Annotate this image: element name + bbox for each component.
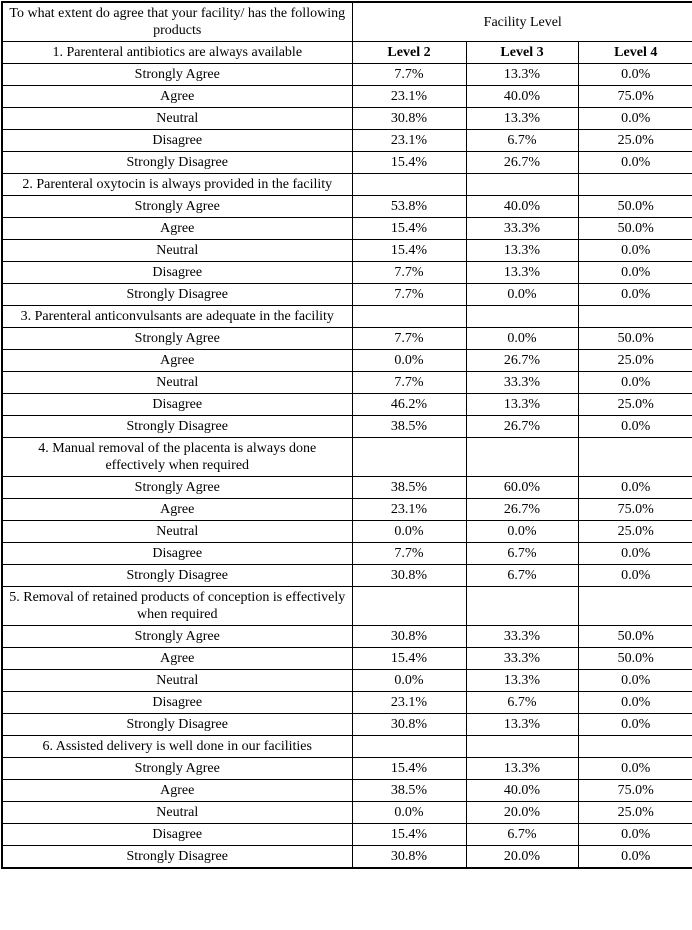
survey-results-table xyxy=(1,1,692,869)
level-3-column-header: Level 3 xyxy=(466,42,578,64)
empty-cell xyxy=(352,306,466,328)
percentage-value: 13.3% xyxy=(466,240,578,262)
percentage-value: 7.7% xyxy=(352,64,466,86)
table-row xyxy=(2,86,692,108)
percentage-value: 15.4% xyxy=(352,824,466,846)
percentage-value: 0.0% xyxy=(466,521,578,543)
question-column-header: To what extent do agree that your facility/ has the following products xyxy=(2,2,352,42)
table-row xyxy=(2,714,692,736)
percentage-value: 23.1% xyxy=(352,499,466,521)
percentage-value: 20.0% xyxy=(466,802,578,824)
percentage-value: 0.0% xyxy=(578,565,692,587)
percentage-value: 50.0% xyxy=(578,218,692,240)
table-row xyxy=(2,394,692,416)
table-row xyxy=(2,108,692,130)
table-row xyxy=(2,499,692,521)
response-label: Agree xyxy=(2,218,352,240)
table-row xyxy=(2,758,692,780)
response-label: Neutral xyxy=(2,108,352,130)
percentage-value: 0.0% xyxy=(578,262,692,284)
table-row xyxy=(2,196,692,218)
table-row xyxy=(2,692,692,714)
response-label: Strongly Agree xyxy=(2,196,352,218)
percentage-value: 23.1% xyxy=(352,130,466,152)
section-title: 1. Parenteral antibiotics are always available xyxy=(2,42,352,64)
table-row xyxy=(2,350,692,372)
table-row xyxy=(2,64,692,86)
percentage-value: 0.0% xyxy=(578,64,692,86)
table-row xyxy=(2,565,692,587)
response-label: Agree xyxy=(2,499,352,521)
percentage-value: 0.0% xyxy=(578,758,692,780)
percentage-value: 23.1% xyxy=(352,86,466,108)
section-header-row xyxy=(2,587,692,626)
percentage-value: 25.0% xyxy=(578,802,692,824)
empty-cell xyxy=(578,587,692,626)
table-row xyxy=(2,846,692,869)
percentage-value: 6.7% xyxy=(466,130,578,152)
percentage-value: 13.3% xyxy=(466,64,578,86)
response-label: Agree xyxy=(2,86,352,108)
percentage-value: 25.0% xyxy=(578,130,692,152)
percentage-value: 30.8% xyxy=(352,108,466,130)
percentage-value: 7.7% xyxy=(352,328,466,350)
table-row xyxy=(2,477,692,499)
percentage-value: 0.0% xyxy=(578,692,692,714)
percentage-value: 0.0% xyxy=(578,372,692,394)
table-row xyxy=(2,328,692,350)
percentage-value: 7.7% xyxy=(352,284,466,306)
percentage-value: 0.0% xyxy=(578,714,692,736)
percentage-value: 0.0% xyxy=(352,802,466,824)
empty-cell xyxy=(578,736,692,758)
percentage-value: 33.3% xyxy=(466,626,578,648)
response-label: Strongly Agree xyxy=(2,328,352,350)
percentage-value: 0.0% xyxy=(352,521,466,543)
percentage-value: 15.4% xyxy=(352,648,466,670)
response-label: Strongly Disagree xyxy=(2,416,352,438)
response-label: Strongly Agree xyxy=(2,64,352,86)
percentage-value: 30.8% xyxy=(352,714,466,736)
response-label: Strongly Disagree xyxy=(2,714,352,736)
facility-level-group-header: Facility Level xyxy=(352,2,692,42)
response-label: Strongly Disagree xyxy=(2,846,352,869)
percentage-value: 53.8% xyxy=(352,196,466,218)
percentage-value: 30.8% xyxy=(352,626,466,648)
response-label: Disagree xyxy=(2,262,352,284)
empty-cell xyxy=(466,306,578,328)
percentage-value: 13.3% xyxy=(466,394,578,416)
percentage-value: 38.5% xyxy=(352,477,466,499)
percentage-value: 20.0% xyxy=(466,846,578,869)
percentage-value: 0.0% xyxy=(578,824,692,846)
table-row xyxy=(2,262,692,284)
percentage-value: 7.7% xyxy=(352,543,466,565)
empty-cell xyxy=(466,736,578,758)
percentage-value: 25.0% xyxy=(578,394,692,416)
table-row xyxy=(2,130,692,152)
percentage-value: 13.3% xyxy=(466,108,578,130)
percentage-value: 50.0% xyxy=(578,648,692,670)
empty-cell xyxy=(352,736,466,758)
percentage-value: 6.7% xyxy=(466,824,578,846)
percentage-value: 30.8% xyxy=(352,846,466,869)
percentage-value: 0.0% xyxy=(352,350,466,372)
section-header-row xyxy=(2,438,692,477)
percentage-value: 40.0% xyxy=(466,196,578,218)
percentage-value: 13.3% xyxy=(466,670,578,692)
response-label: Agree xyxy=(2,648,352,670)
percentage-value: 38.5% xyxy=(352,780,466,802)
percentage-value: 46.2% xyxy=(352,394,466,416)
table-row xyxy=(2,670,692,692)
table-row xyxy=(2,802,692,824)
percentage-value: 13.3% xyxy=(466,714,578,736)
percentage-value: 33.3% xyxy=(466,218,578,240)
percentage-value: 0.0% xyxy=(578,240,692,262)
table-row xyxy=(2,218,692,240)
percentage-value: 75.0% xyxy=(578,780,692,802)
section-title: 3. Parenteral anticonvulsants are adequate in the facility xyxy=(2,306,352,328)
response-label: Agree xyxy=(2,780,352,802)
percentage-value: 75.0% xyxy=(578,86,692,108)
percentage-value: 50.0% xyxy=(578,328,692,350)
percentage-value: 25.0% xyxy=(578,521,692,543)
table-row xyxy=(2,152,692,174)
section-title: 4. Manual removal of the placenta is always done effectively when required xyxy=(2,438,352,477)
percentage-value: 13.3% xyxy=(466,262,578,284)
section-title: 6. Assisted delivery is well done in our facilities xyxy=(2,736,352,758)
percentage-value: 0.0% xyxy=(578,543,692,565)
percentage-value: 6.7% xyxy=(466,692,578,714)
percentage-value: 0.0% xyxy=(466,284,578,306)
section-header-row xyxy=(2,174,692,196)
response-label: Strongly Disagree xyxy=(2,565,352,587)
response-label: Neutral xyxy=(2,670,352,692)
section-title: 5. Removal of retained products of conception is effectively when required xyxy=(2,587,352,626)
empty-cell xyxy=(466,587,578,626)
response-label: Disagree xyxy=(2,543,352,565)
percentage-value: 40.0% xyxy=(466,780,578,802)
table-row xyxy=(2,240,692,262)
percentage-value: 38.5% xyxy=(352,416,466,438)
percentage-value: 15.4% xyxy=(352,152,466,174)
response-label: Agree xyxy=(2,350,352,372)
table-row xyxy=(2,648,692,670)
table-row xyxy=(2,372,692,394)
percentage-value: 0.0% xyxy=(352,670,466,692)
table-row xyxy=(2,543,692,565)
empty-cell xyxy=(352,438,466,477)
response-label: Disagree xyxy=(2,692,352,714)
percentage-value: 50.0% xyxy=(578,626,692,648)
percentage-value: 33.3% xyxy=(466,372,578,394)
percentage-value: 26.7% xyxy=(466,416,578,438)
percentage-value: 23.1% xyxy=(352,692,466,714)
table-row xyxy=(2,521,692,543)
empty-cell xyxy=(578,306,692,328)
percentage-value: 26.7% xyxy=(466,350,578,372)
percentage-value: 0.0% xyxy=(578,108,692,130)
table-body xyxy=(2,2,692,868)
percentage-value: 15.4% xyxy=(352,240,466,262)
percentage-value: 26.7% xyxy=(466,499,578,521)
percentage-value: 7.7% xyxy=(352,372,466,394)
percentage-value: 0.0% xyxy=(578,670,692,692)
percentage-value: 15.4% xyxy=(352,758,466,780)
level-2-column-header: Level 2 xyxy=(352,42,466,64)
level-4-column-header: Level 4 xyxy=(578,42,692,64)
table-row xyxy=(2,626,692,648)
section-header-row xyxy=(2,306,692,328)
percentage-value: 0.0% xyxy=(578,846,692,869)
percentage-value: 30.8% xyxy=(352,565,466,587)
percentage-value: 50.0% xyxy=(578,196,692,218)
section-header-row xyxy=(2,42,692,64)
response-label: Strongly Agree xyxy=(2,626,352,648)
empty-cell xyxy=(466,438,578,477)
section-header-row xyxy=(2,736,692,758)
percentage-value: 75.0% xyxy=(578,499,692,521)
percentage-value: 0.0% xyxy=(578,477,692,499)
percentage-value: 60.0% xyxy=(466,477,578,499)
table-header-row xyxy=(2,2,692,42)
empty-cell xyxy=(466,174,578,196)
response-label: Neutral xyxy=(2,372,352,394)
response-label: Neutral xyxy=(2,521,352,543)
empty-cell xyxy=(352,174,466,196)
response-label: Strongly Disagree xyxy=(2,284,352,306)
table-row xyxy=(2,824,692,846)
response-label: Disagree xyxy=(2,394,352,416)
percentage-value: 15.4% xyxy=(352,218,466,240)
table-row xyxy=(2,284,692,306)
section-title: 2. Parenteral oxytocin is always provided in the facility xyxy=(2,174,352,196)
empty-cell xyxy=(578,438,692,477)
percentage-value: 6.7% xyxy=(466,543,578,565)
response-label: Strongly Agree xyxy=(2,758,352,780)
response-label: Strongly Disagree xyxy=(2,152,352,174)
empty-cell xyxy=(352,587,466,626)
percentage-value: 33.3% xyxy=(466,648,578,670)
percentage-value: 0.0% xyxy=(466,328,578,350)
response-label: Strongly Agree xyxy=(2,477,352,499)
percentage-value: 26.7% xyxy=(466,152,578,174)
response-label: Disagree xyxy=(2,130,352,152)
table-row xyxy=(2,416,692,438)
percentage-value: 7.7% xyxy=(352,262,466,284)
percentage-value: 40.0% xyxy=(466,86,578,108)
percentage-value: 13.3% xyxy=(466,758,578,780)
percentage-value: 0.0% xyxy=(578,416,692,438)
empty-cell xyxy=(578,174,692,196)
percentage-value: 0.0% xyxy=(578,152,692,174)
percentage-value: 0.0% xyxy=(578,284,692,306)
percentage-value: 6.7% xyxy=(466,565,578,587)
percentage-value: 25.0% xyxy=(578,350,692,372)
response-label: Disagree xyxy=(2,824,352,846)
response-label: Neutral xyxy=(2,802,352,824)
response-label: Neutral xyxy=(2,240,352,262)
table-row xyxy=(2,780,692,802)
